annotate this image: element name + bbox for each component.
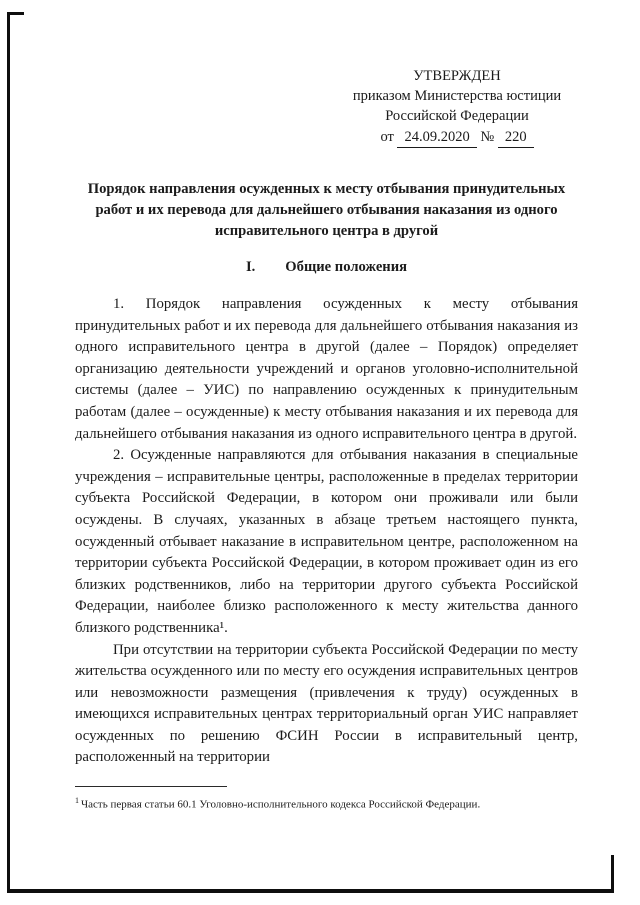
paragraph-1: 1. Порядок направления осужденных к месту отбывания принудительных работ и их перевода для дальнейшего отбывания наказания из одного исправительного центра в другой (далее – Порядок) определяет организацию деятельности учреждений и органов уголовно-исполнительной системы (далее – УИС) по направлению осужденных к принудительным работам (далее – осужденные) к месту отбывания наказания и их перевода для дальнейшего отбывания наказания из одного исправительного центра в другой. (75, 296, 578, 442)
document-body (75, 294, 578, 769)
approval-block (336, 66, 578, 148)
section-title: Общие положения (285, 259, 408, 275)
section-number: I. (245, 259, 256, 275)
paragraph-2: 2. Осужденные направляются для отбывания наказания в специальные учреждения – исправительные центры, расположенные в пределах территории субъекта Российской Федерации, в котором они проживали или были осуждены. В случаях, указанных в абзаце третьем настоящего пункта, осужденный отбывает наказание в исправительном центре, расположенном на территории субъекта Российской Федерации, в котором проживает один из его близких родственников, либо на территории другого субъекта Российской Федерации, наиболее близко расположенного к месту жительства данного близкого родственника¹. (75, 447, 578, 636)
scan-artifact-bottom-border (7, 889, 614, 893)
approval-line-order: приказом Министерства юстиции (352, 88, 562, 104)
approval-date-value: 24.09.2020 (397, 127, 476, 148)
footnote-separator-rule (75, 786, 227, 787)
scan-artifact-bottom-right-tick (611, 855, 614, 893)
approval-number-value: 220 (498, 127, 534, 148)
footnote-marker: 1 (75, 796, 79, 805)
approval-line-date-number (336, 127, 578, 148)
footnote (75, 794, 578, 812)
document-title: Порядок направления осужденных к месту отбывания принудительных работ и их перевода для дальнейшего отбывания наказания из одного исправительного центра в другой (87, 181, 566, 239)
approval-line-approved: УТВЕРЖДЕН (413, 68, 501, 84)
footnote-text: Часть первая статьи 60.1 Уголовно-исполнительного кодекса Российской Федерации. (81, 798, 481, 811)
section-heading (75, 257, 578, 278)
approval-line-country: Российской Федерации (385, 108, 529, 124)
approval-number-sign: № (480, 129, 495, 145)
paragraph-3: При отсутствии на территории субъекта Российской Федерации по месту жительства осужденного или по месту его осуждения исправительных центров или невозможности размещения (привлечения к труду) осужденных в имеющихся исправительных центрах территориальный орган УИС направляет осужденных по решению ФСИН России в исправительный центр, расположенный на территории (75, 641, 578, 766)
scan-artifact-top-left-tick (7, 12, 24, 15)
footnote-area (75, 786, 578, 812)
approval-from-label: от (380, 129, 394, 145)
page-content (75, 66, 578, 769)
scan-artifact-left-border (7, 12, 10, 893)
